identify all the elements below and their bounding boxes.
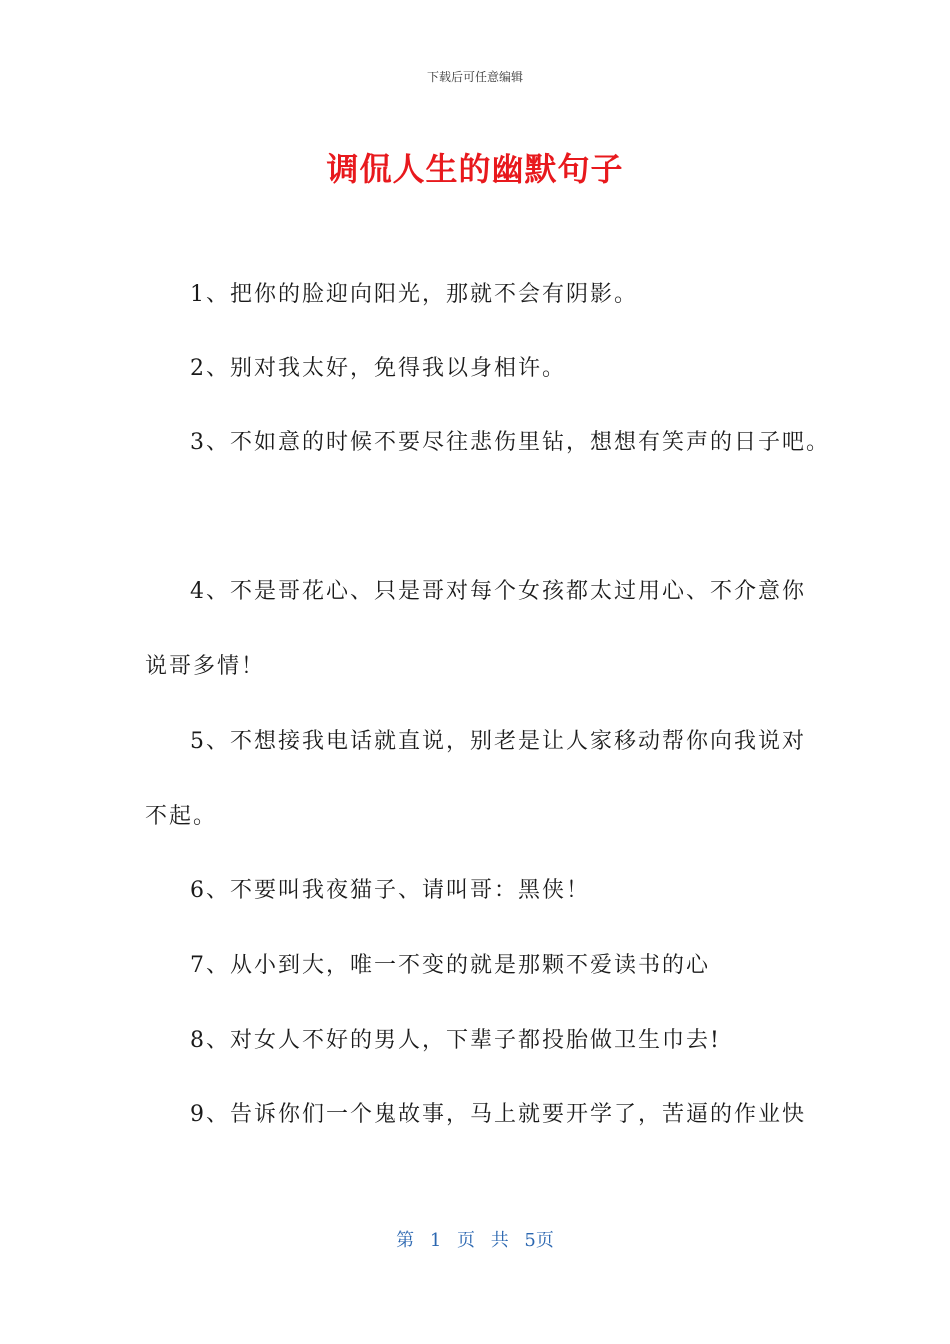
- paragraph-line-5-continued: 不起。: [145, 804, 218, 829]
- page-footer: 第 1 页 共 5页: [396, 1230, 554, 1251]
- paragraph-line-5: 5、不想接我电话就直说，别老是让人家移动帮你向我说对: [190, 729, 806, 754]
- paragraph-line-2: 2、别对我太好，免得我以身相许。: [190, 356, 566, 381]
- paragraph-line-6: 6、不要叫我夜猫子、请叫哥：黑侠！: [190, 878, 590, 903]
- paragraph-line-4: 4、不是哥花心、只是哥对每个女孩都太过用心、不介意你: [190, 579, 806, 604]
- paragraph-line-7: 7、从小到大，唯一不变的就是那颗不爱读书的心: [190, 953, 710, 978]
- paragraph-line-3: 3、不如意的时候不要尽往悲伤里钻，想想有笑声的日子吧。: [190, 430, 830, 455]
- paragraph-line-1: 1、把你的脸迎向阳光，那就不会有阴影。: [190, 282, 638, 307]
- paragraph-line-8: 8、对女人不好的男人，下辈子都投胎做卫生巾去!: [190, 1028, 721, 1053]
- paragraph-line-9: 9、告诉你们一个鬼故事，马上就要开学了，苦逼的作业快: [190, 1102, 806, 1127]
- header-note: 下载后可任意编辑: [426, 70, 523, 84]
- document-title: 调侃人生的幽默句子: [326, 150, 624, 188]
- paragraph-line-4-continued: 说哥多情！: [145, 654, 266, 679]
